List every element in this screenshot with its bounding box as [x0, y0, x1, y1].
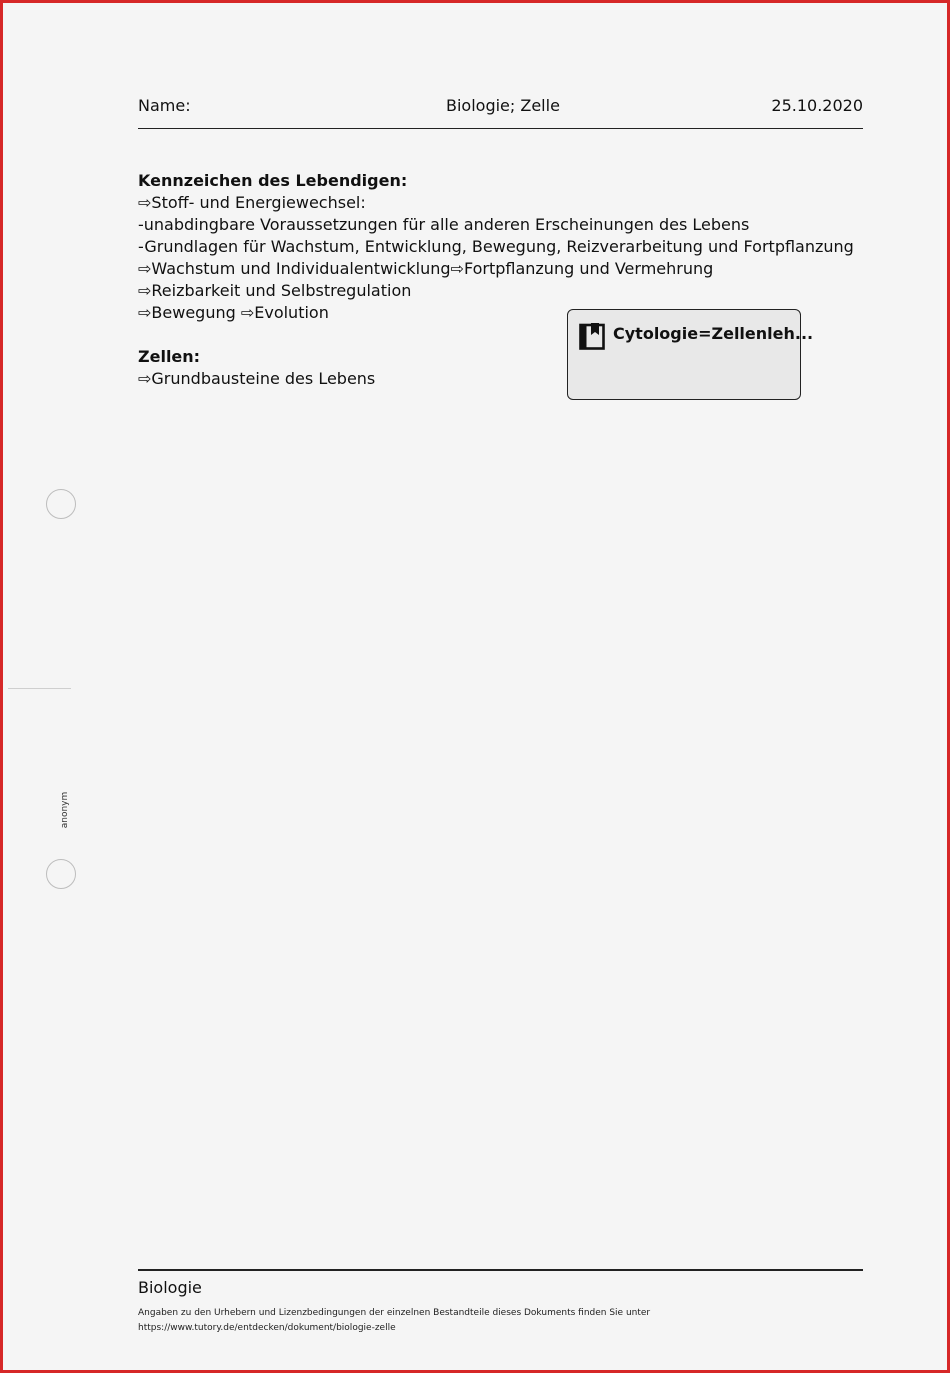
- reference-label: Cytologie=Zellenleh...: [613, 324, 814, 343]
- footer-attribution: [138, 1306, 650, 1336]
- section-heading-zellen: Zellen:: [138, 347, 201, 366]
- name-label: Name:: [138, 96, 191, 115]
- date-label: 25.10.2020: [771, 96, 863, 115]
- punch-hole-top: [46, 489, 76, 519]
- author-label: anonym: [60, 791, 70, 829]
- attribution-text: Angaben zu den Urhebern und Lizenzbedingungen der einzelnen Bestandteile dieses Dokuments finden Sie unter: [138, 1308, 651, 1318]
- reference-card[interactable]: [567, 309, 814, 400]
- text-line: ⇨Bewegung ⇨Evolution: [138, 303, 329, 322]
- subject-title: Biologie; Zelle: [446, 96, 560, 115]
- worksheet-header: [138, 95, 863, 129]
- book-icon: [579, 322, 605, 350]
- section-heading-kennzeichen: Kennzeichen des Lebendigen:: [138, 171, 408, 190]
- text-line: -unabdingbare Voraussetzungen für alle anderen Erscheinungen des Lebens: [138, 215, 750, 234]
- fold-mark: [8, 688, 71, 689]
- attribution-link[interactable]: https://www.tutory.de/entdecken/dokument/biologie-zelle: [138, 1323, 396, 1333]
- text-line: ⇨Reizbarkeit und Selbstregulation: [138, 281, 412, 300]
- text-line: ⇨Stoff- und Energiewechsel:: [138, 193, 366, 212]
- footer-divider: [138, 1269, 863, 1271]
- text-line: -Grundlagen für Wachstum, Entwicklung, Bewegung, Reizverarbeitung und Fortpflanzung: [138, 237, 854, 256]
- text-line: ⇨Grundbausteine des Lebens: [138, 369, 376, 388]
- text-line: ⇨Wachstum und Individualentwicklung⇨Fortpflanzung und Vermehrung: [138, 259, 714, 278]
- footer-title: Biologie: [138, 1278, 202, 1297]
- punch-hole-bottom: [46, 859, 76, 889]
